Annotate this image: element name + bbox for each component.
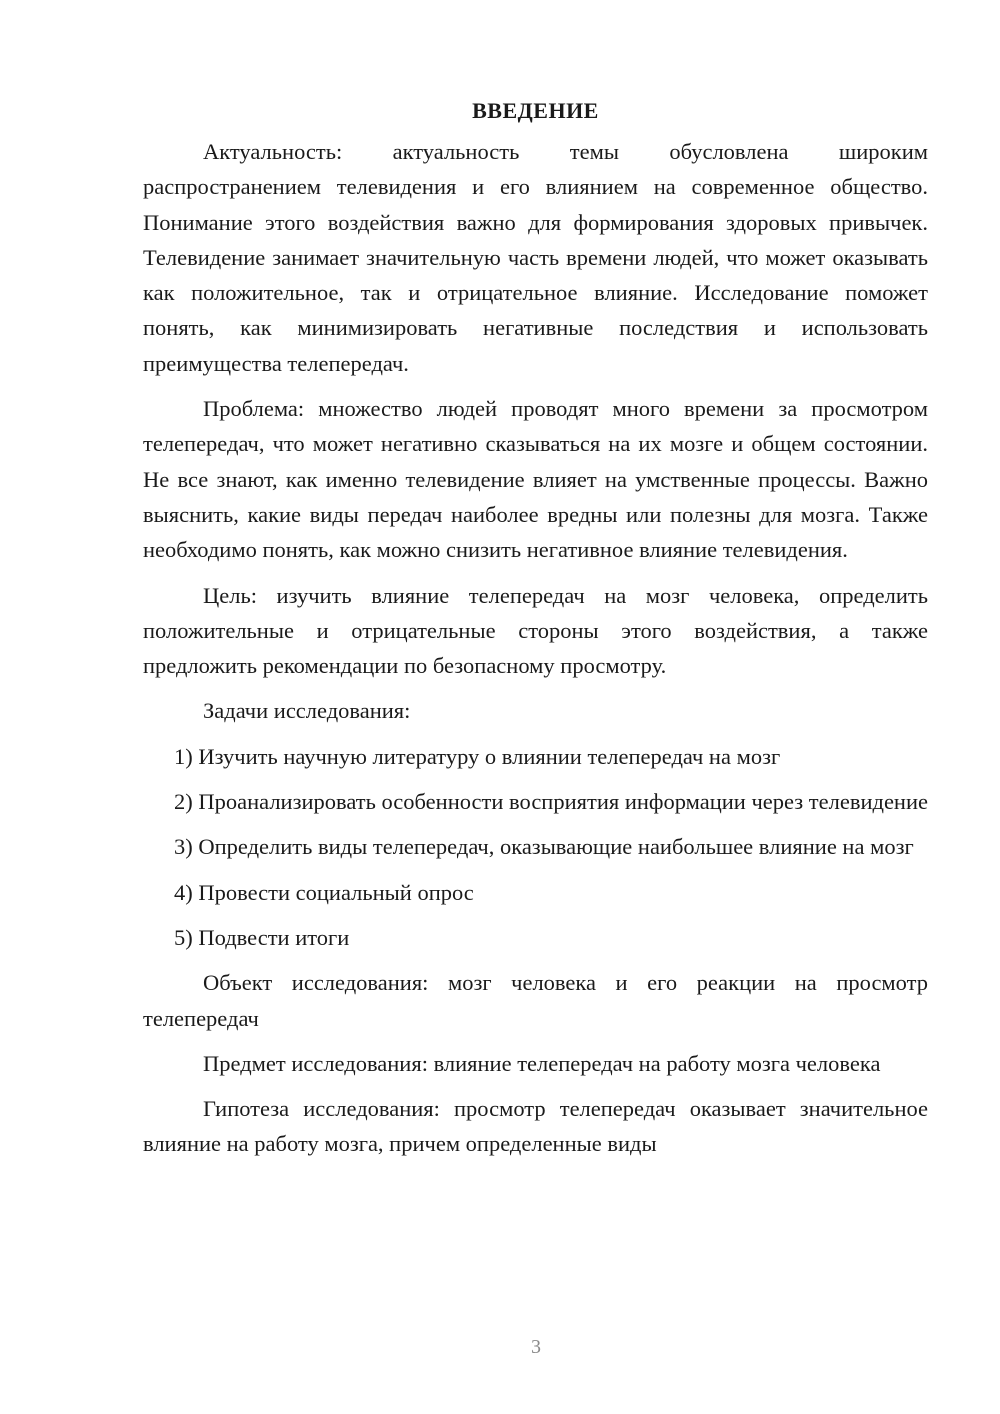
page-content <box>143 93 928 1172</box>
tasks-list <box>143 739 928 955</box>
hypothesis-paragraph: Гипотеза исследования: просмотр телепередач оказывает значительное влияние на работу мозга, причем определенные виды <box>143 1096 928 1157</box>
list-item: 3) Определить виды телепередач, оказывающие наибольшее влияние на мозг <box>174 834 914 860</box>
problem-paragraph: Проблема: множество людей проводят много времени за просмотром телепередач, что может негативно сказываться на их мозге и общем состоянии. Не все знают, как именно телевидение влияет на умственные процессы. Важно выяснить, какие виды передач наиболее вредны или полезны для мозга. Также необходимо понять, как можно снизить негативное влияние телевидения. <box>143 396 928 563</box>
list-item: 2) Проанализировать особенности восприятия информации через телевидение <box>174 789 929 815</box>
tasks-heading: Задачи исследования: <box>203 698 411 724</box>
subject-paragraph: Предмет исследования: влияние телепередач на работу мозга человека <box>203 1050 881 1076</box>
goal-paragraph: Цель: изучить влияние телепередач на мозг человека, определить положительные и отрицательные стороны этого воздействия, а также предложить рекомендации по безопасному просмотру. <box>143 582 928 679</box>
list-item: 1) Изучить научную литературу о влиянии телепередач на мозг <box>174 743 781 769</box>
page-number: 3 <box>531 1336 541 1358</box>
list-item: 5) Подвести итоги <box>174 924 350 950</box>
list-item: 4) Провести социальный опрос <box>174 879 474 905</box>
object-paragraph: Объект исследования: мозг человека и его реакции на просмотр телепередач <box>143 970 928 1031</box>
page-title: ВВЕДЕНИЕ <box>472 98 599 123</box>
relevance-paragraph: Актуальность: актуальность темы обусловлена широким распространением телевидения и его влиянием на современное общество. Понимание этого воздействия важно для формирования здоровых привычек. Телевидение занимает значительную часть времени людей, что может оказывать как положительное, так и отрицательное влияние. Исследование поможет понять, как минимизировать негативные последствия и использовать преимущества телепередач. <box>143 139 928 376</box>
